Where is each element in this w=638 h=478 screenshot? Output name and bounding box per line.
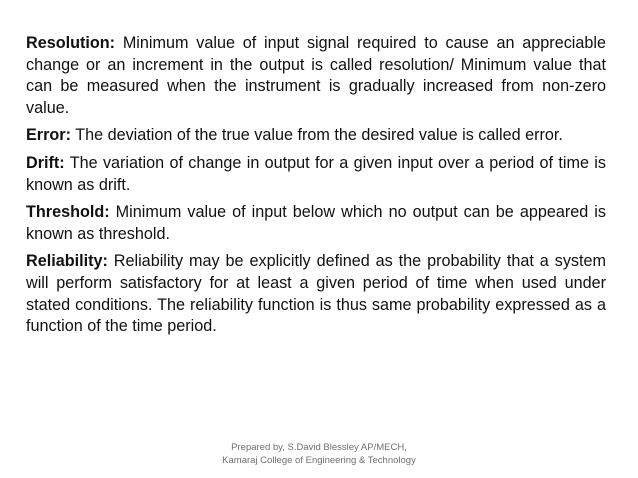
definition-term: Error: <box>26 126 71 145</box>
definition-drift <box>26 153 606 196</box>
footer-credit <box>0 441 638 467</box>
definition-text: Minimum value of input signal required to cause an appreciable change or an increment in the output is called resolution/ Minimum value that can be measured when the instrument is gradually increased from non-zero value. <box>26 34 606 117</box>
definition-threshold <box>26 202 606 245</box>
definition-term: Reliability: <box>26 252 108 271</box>
definition-text: Minimum value of input below which no output can be appeared is known as threshold. <box>26 203 606 243</box>
definitions-list <box>26 33 606 344</box>
definition-error <box>26 125 606 147</box>
definition-text: Reliability may be explicitly defined as the probability that a system will perform satisfactory for at least a given period of time when used under stated conditions. The reliability function is thus same probability expressed as a function of the time period. <box>26 252 606 336</box>
definition-term: Resolution: <box>26 34 116 52</box>
definition-resolution <box>26 33 606 119</box>
definition-text: The deviation of the true value from the desired value is called error. <box>70 126 563 145</box>
definition-reliability <box>26 251 606 337</box>
footer-author: Prepared by, S.David Blessley AP/MECH, <box>231 442 407 453</box>
definition-term: Threshold: <box>26 203 110 222</box>
footer-institution: Kamaraj College of Engineering & Technology <box>222 455 416 466</box>
definition-text: The variation of change in output for a given input over a period of time is known as drift. <box>26 153 606 194</box>
definition-term: Drift: <box>26 153 65 172</box>
